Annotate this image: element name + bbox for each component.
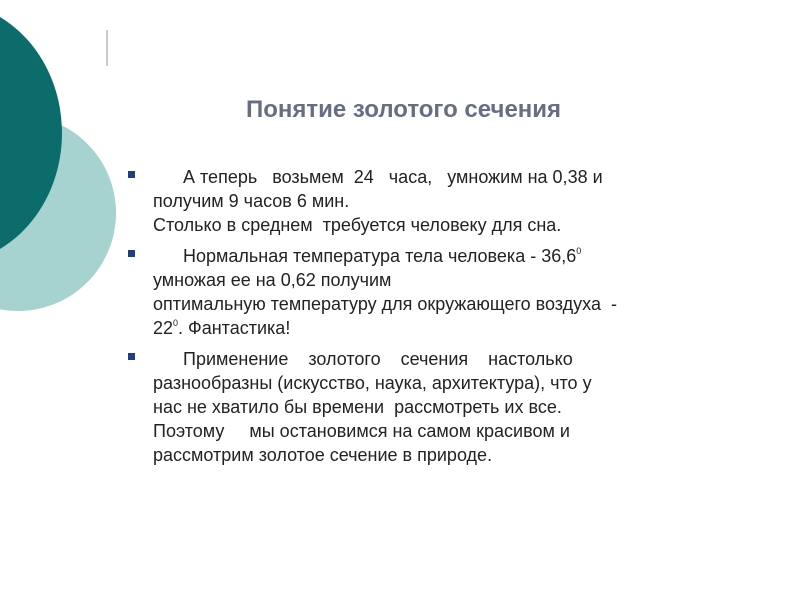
- square-bullet-icon: [128, 353, 135, 360]
- degree-superscript: 0: [576, 246, 582, 256]
- bullet-list: [126, 165, 736, 474]
- bullet-text-line: получим 9 часов 6 мин.: [153, 191, 350, 211]
- bullet-text-line: Применение золотого сечения настолько: [153, 349, 573, 369]
- bullet-text-line: умножая ее на 0,62 получим: [153, 270, 392, 290]
- bullet-text-line: А теперь возьмем 24 часа, умножим на 0,38 и: [153, 167, 603, 187]
- bullet-text-line: [153, 316, 736, 340]
- text-fragment: Нормальная температура тела человека - 36,6: [153, 246, 577, 266]
- bullet-text-line: [153, 244, 736, 268]
- bullet-text-line: рассмотрим золотое сечение в природе.: [153, 445, 493, 465]
- text-fragment: . Фантастика!: [178, 318, 291, 338]
- square-bullet-icon: [128, 250, 135, 257]
- bullet-text-line: Поэтому мы остановимся на самом красивом и: [153, 421, 570, 441]
- bullet-text-line: разнообразны (искусство, наука, архитектура), что у: [153, 373, 592, 393]
- square-bullet-icon: [128, 171, 135, 178]
- bullet-item-sleep: [126, 165, 736, 237]
- bullet-item-application: [126, 347, 736, 467]
- bullet-text-line: оптимальную температуру для окружающего воздуха -: [153, 294, 617, 314]
- bullet-text-line: Столько в среднем требуется человеку для сна.: [153, 215, 562, 235]
- text-fragment: 22: [153, 318, 174, 338]
- decorative-divider: [106, 30, 108, 66]
- bullet-item-temperature: [126, 244, 736, 340]
- bullet-text-line: нас не хватило бы времени рассмотреть их все.: [153, 397, 562, 417]
- degree-superscript: 0: [173, 318, 179, 328]
- slide-title: Понятие золотого сечения: [246, 96, 562, 123]
